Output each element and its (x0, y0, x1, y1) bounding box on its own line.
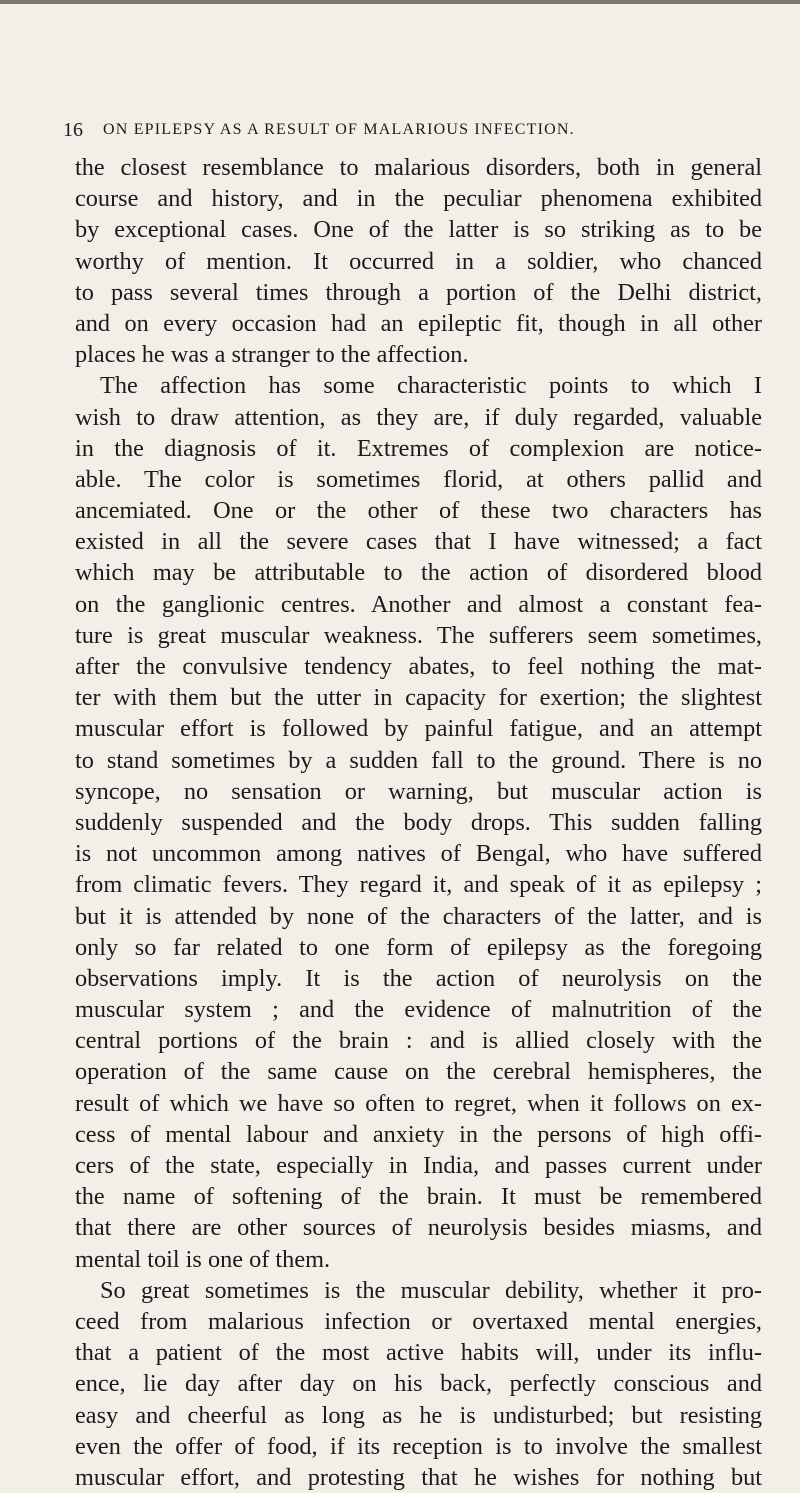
text-line: ceed from malarious infection or overtaxed mental energies, (75, 1307, 762, 1335)
text-line: operation of the same cause on the cerebral hemispheres, the (75, 1058, 762, 1086)
text-line: muscular system ; and the evidence of malnutrition of the (75, 996, 762, 1024)
text-line: syncope, no sensation or warning, but muscular action is (75, 777, 762, 805)
text-line: ence, lie day after day on his back, perfectly conscious and (75, 1370, 762, 1398)
text-line: result of which we have so often to regret, when it follows on ex- (75, 1089, 762, 1117)
text-line: from climatic fevers. They regard it, and speak of it as epilepsy ; (75, 871, 762, 899)
text-line: in the diagnosis of it. Extremes of complexion are notice- (75, 434, 762, 462)
text-line: course and history, and in the peculiar phenomena exhibited (75, 185, 762, 213)
text-line: easy and cheerful as long as he is undisturbed; but resisting (75, 1401, 762, 1429)
text-line: existed in all the severe cases that I have witnessed; a fact (75, 528, 762, 556)
text-line: muscular effort, and protesting that he wishes for nothing but (75, 1463, 762, 1491)
text-line: observations imply. It is the action of neurolysis on the (75, 964, 762, 992)
text-line: worthy of mention. It occurred in a soldier, who chanced (75, 247, 762, 275)
text-line: mental toil is one of them. (75, 1245, 331, 1273)
text-line: only so far related to one form of epilepsy as the foregoing (75, 933, 762, 961)
text-line: after the convulsive tendency abates, to feel nothing the mat- (75, 653, 762, 680)
text-line: ter with them but the utter in capacity for exertion; the slightest (75, 684, 762, 712)
text-line: ancemiated. One or the other of these two characters has (75, 497, 762, 525)
text-line: which may be attributable to the action of disordered blood (75, 559, 762, 587)
body-text (75, 152, 762, 1491)
text-line: that there are other sources of neurolysis besides miasms, and (75, 1214, 762, 1242)
text-line: that a patient of the most active habits will, under its influ- (75, 1339, 762, 1367)
page-number: 16 (63, 119, 83, 141)
text-line: even the offer of food, if its reception is to involve the smallest (75, 1432, 762, 1460)
text-line: to pass several times through a portion of the Delhi district, (75, 278, 762, 306)
text-line: able. The color is sometimes florid, at others pallid and (75, 465, 762, 493)
text-line: cess of mental labour and anxiety in the persons of high offi- (75, 1120, 762, 1148)
text-line: So great sometimes is the muscular debility, whether it pro- (100, 1276, 762, 1304)
text-line: is not uncommon among natives of Bengal, who have suffered (75, 840, 762, 868)
text-line: suddenly suspended and the body drops. This sudden falling (75, 808, 762, 836)
text-line: and on every occasion had an epileptic fit, though in all other (75, 309, 762, 337)
page-top-edge (0, 0, 800, 4)
text-line: The affection has some characteristic points to which I (100, 372, 762, 400)
text-line: but it is attended by none of the characters of the latter, and is (75, 902, 762, 930)
text-line: wish to draw attention, as they are, if duly regarded, valuable (75, 403, 762, 431)
text-line: cers of the state, especially in India, and passes current under (75, 1152, 762, 1179)
text-line: ture is great muscular weakness. The sufferers seem sometimes, (75, 621, 762, 649)
text-line: by exceptional cases. One of the latter is so striking as to be (75, 216, 762, 244)
text-line: the closest resemblance to malarious disorders, both in general (75, 154, 762, 181)
running-title: ON EPILEPSY AS A RESULT OF MALARIOUS INFECTION. (103, 121, 575, 138)
text-line: to stand sometimes by a sudden fall to the ground. There is no (75, 746, 762, 774)
text-line: the name of softening of the brain. It must be remembered (75, 1183, 762, 1211)
text-line: on the ganglionic centres. Another and almost a constant fea- (75, 590, 762, 618)
text-line: central portions of the brain : and is allied closely with the (75, 1027, 762, 1055)
running-head (63, 115, 763, 145)
text-line: places he was a stranger to the affection. (75, 341, 469, 369)
text-line: muscular effort is followed by painful fatigue, and an attempt (75, 715, 762, 743)
